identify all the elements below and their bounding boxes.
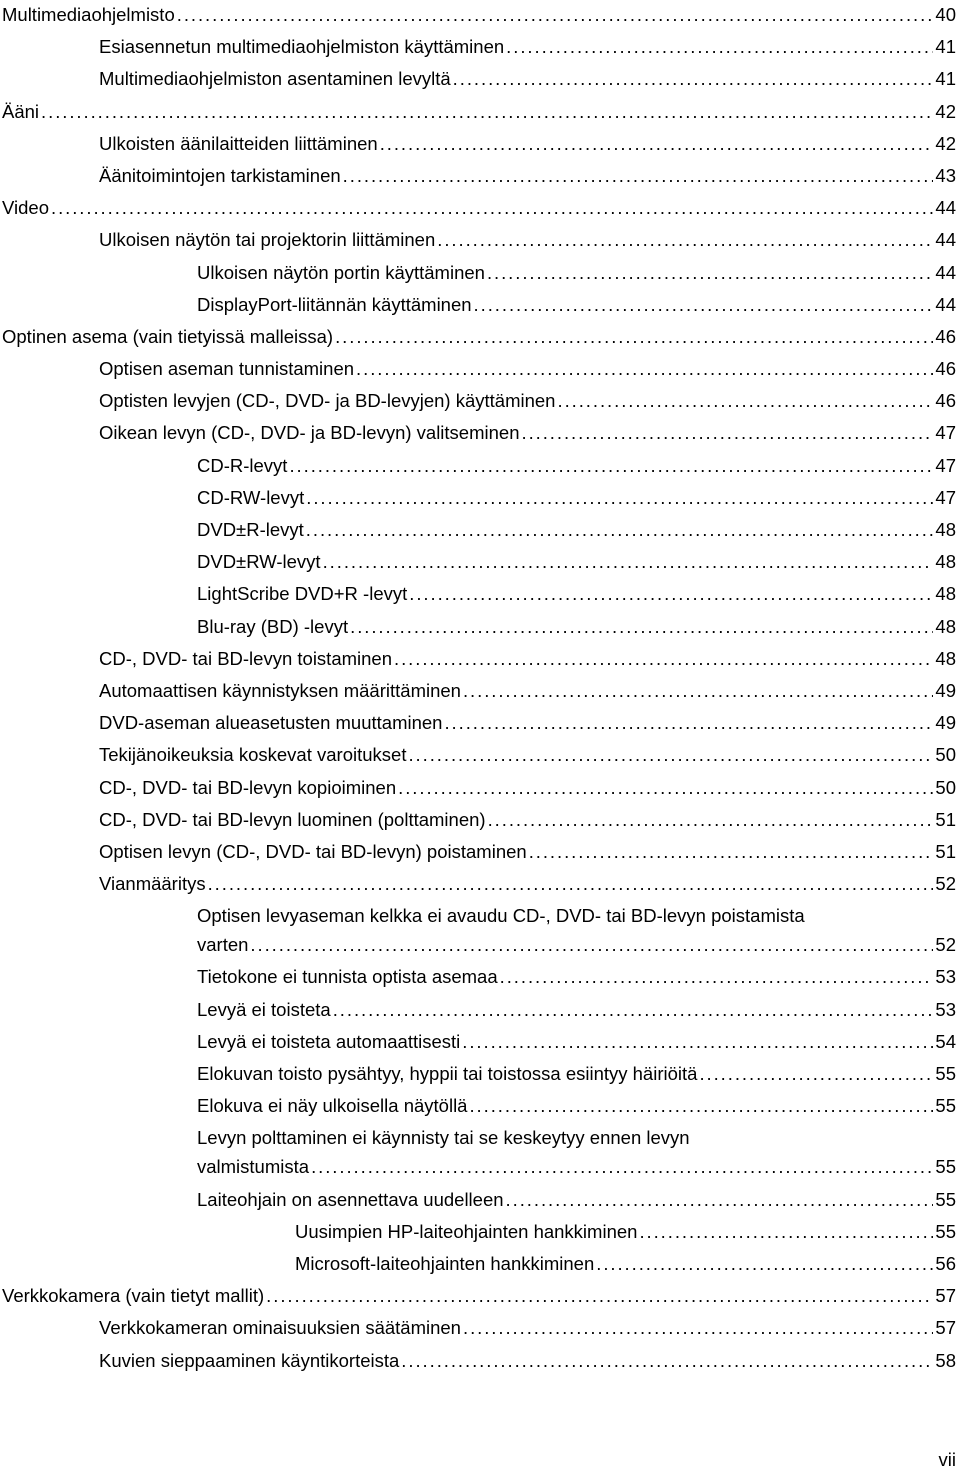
- dot-leader: [409, 579, 933, 608]
- toc-entry[interactable]: [0, 708, 960, 737]
- dot-leader: [289, 451, 933, 480]
- dot-leader: [208, 869, 934, 898]
- toc-entry-page: 49: [935, 679, 956, 701]
- toc-entry-page: 47: [935, 422, 956, 444]
- toc-entry-page: 51: [935, 808, 956, 830]
- toc-entry-page: 47: [935, 454, 956, 476]
- toc-entry-page: 57: [935, 1285, 956, 1307]
- toc-entry-row: [99, 161, 956, 190]
- toc-entry[interactable]: [0, 869, 960, 898]
- toc-entry-title: Uusimpien HP-laiteohjainten hankkiminen: [295, 1220, 638, 1242]
- toc-entry-title: Video: [2, 197, 49, 219]
- dot-leader: [521, 418, 933, 447]
- toc-entry-page: 42: [935, 100, 956, 122]
- toc-entry[interactable]: [0, 354, 960, 383]
- toc-entry[interactable]: [0, 995, 960, 1024]
- toc-entry-title: CD-RW-levyt: [197, 486, 305, 508]
- toc-entry-page: 44: [935, 197, 956, 219]
- toc-entry[interactable]: [0, 129, 960, 158]
- toc-entry-row: [197, 1152, 956, 1181]
- toc-entry-title: Äänitoimintojen tarkistaminen: [99, 164, 341, 186]
- toc-entry[interactable]: [0, 290, 960, 319]
- toc-entry-title: DVD±RW-levyt: [197, 551, 321, 573]
- toc-entry-row: [197, 995, 956, 1024]
- dot-leader: [323, 547, 934, 576]
- toc-entry-title: Levyä ei toisteta automaattisesti: [197, 1030, 461, 1052]
- dot-leader: [639, 1217, 933, 1246]
- toc-entry-page: 48: [935, 583, 956, 605]
- toc-entry-title: Verkkokameran ominaisuuksien säätäminen: [99, 1317, 461, 1339]
- dot-leader: [463, 1313, 933, 1342]
- toc-entry-title: Multimediaohjelmisto: [2, 4, 175, 25]
- toc-entry-page: 47: [935, 486, 956, 508]
- toc-entry[interactable]: [0, 386, 960, 415]
- toc-entry-title: Ulkoisen näytön portin käyttäminen: [197, 261, 485, 283]
- toc-entry-page: 55: [935, 1188, 956, 1210]
- toc-entry-title: Microsoft-laiteohjainten hankkiminen: [295, 1252, 595, 1274]
- dot-leader: [266, 1281, 933, 1310]
- toc-entry-row: [99, 644, 956, 673]
- toc-entry-title: Multimediaohjelmiston asentaminen levyltä: [99, 68, 451, 90]
- toc-entry-page: 48: [935, 551, 956, 573]
- page-number: vii: [938, 1449, 956, 1470]
- toc-entry-title: Ulkoisen näytön tai projektorin liittäminen: [99, 229, 436, 251]
- toc-entry-row: [99, 1346, 956, 1375]
- toc-entry-title: Verkkokamera (vain tietyt mallit): [2, 1285, 265, 1307]
- dot-leader: [506, 32, 933, 61]
- toc-entry[interactable]: [0, 322, 960, 351]
- toc-entry-title: CD-R-levyt: [197, 454, 288, 476]
- toc-entry-page: 42: [935, 132, 956, 154]
- toc-entry-page: 46: [935, 325, 956, 347]
- toc-entry-page: 51: [935, 840, 956, 862]
- dot-leader: [596, 1249, 933, 1278]
- toc-entry-row: [197, 1185, 956, 1214]
- toc-entry-row: [197, 290, 956, 319]
- toc-entry-row: [2, 97, 956, 126]
- toc-entry[interactable]: [0, 805, 960, 834]
- toc-entry-row: [197, 1027, 956, 1056]
- toc-entry[interactable]: [0, 64, 960, 93]
- dot-leader: [699, 1059, 933, 1088]
- toc-entry-row: [295, 1249, 956, 1278]
- dot-leader: [506, 1185, 934, 1214]
- toc-entry[interactable]: [0, 97, 960, 126]
- toc-entry-page: 56: [935, 1252, 956, 1274]
- toc-entry-page: 53: [935, 998, 956, 1020]
- toc-entry[interactable]: [0, 483, 960, 512]
- toc-entry-row: [295, 1217, 956, 1246]
- toc-entry-row: [197, 483, 956, 512]
- toc-entry-page: 54: [935, 1030, 956, 1052]
- toc-entry-row: [99, 354, 956, 383]
- toc-entry-title: Optisen aseman tunnistaminen: [99, 358, 355, 380]
- toc-entry-title: Ulkoisten äänilaitteiden liittäminen: [99, 132, 378, 154]
- toc-entry-page: 41: [935, 68, 956, 90]
- toc-entry-title: Oikean levyn (CD-, DVD- ja BD-levyn) valitseminen: [99, 422, 520, 444]
- toc-entry-page: 52: [935, 934, 956, 956]
- toc-entry-row: [99, 869, 956, 898]
- toc-entry-row: [197, 515, 956, 544]
- toc-entry-page: 49: [935, 712, 956, 734]
- toc-entry[interactable]: [0, 32, 960, 61]
- dot-leader: [453, 64, 934, 93]
- toc-entry[interactable]: [0, 418, 960, 447]
- dot-leader: [469, 1091, 933, 1120]
- toc-entry-title: varten: [197, 934, 249, 956]
- toc-entry[interactable]: [0, 962, 960, 991]
- toc-entry-page: 55: [935, 1156, 956, 1178]
- dot-leader: [380, 129, 934, 158]
- toc-entry-page: 44: [935, 261, 956, 283]
- toc-entry[interactable]: [0, 1346, 960, 1375]
- toc-entry-row: [197, 1059, 956, 1088]
- toc-entry[interactable]: [0, 258, 960, 287]
- toc-entry-title: LightScribe DVD+R -levyt: [197, 583, 408, 605]
- dot-leader: [408, 740, 933, 769]
- dot-leader: [398, 773, 933, 802]
- toc-entry-page: 48: [935, 615, 956, 637]
- toc-entry-row: [99, 708, 956, 737]
- toc-entry-row: [197, 962, 956, 991]
- toc-entry-page: 41: [935, 36, 956, 58]
- toc-entry-title: DisplayPort-liitännän käyttäminen: [197, 293, 472, 315]
- dot-leader: [41, 97, 933, 126]
- toc-entry-row: [99, 129, 956, 158]
- dot-leader: [311, 1152, 933, 1181]
- toc-entry-title: DVD±R-levyt: [197, 519, 304, 540]
- toc-entry[interactable]: [0, 1313, 960, 1342]
- toc-entry[interactable]: [0, 1217, 960, 1246]
- dot-leader: [487, 258, 933, 287]
- toc-entry-row: [99, 32, 956, 61]
- dot-leader: [463, 676, 933, 705]
- toc-entry[interactable]: [0, 1185, 960, 1214]
- toc-entry-page: 40: [935, 4, 956, 25]
- toc-entry-page: 55: [935, 1220, 956, 1242]
- toc-entry-row: [99, 418, 956, 447]
- toc-entry-page: 50: [935, 776, 956, 798]
- toc-entry-page: 48: [935, 519, 956, 540]
- toc-entry-row: [99, 773, 956, 802]
- toc-entry-title-line: Optisen levyaseman kelkka ei avaudu CD-, DVD- tai BD-levyn poistamista: [197, 905, 805, 927]
- toc-entry-title-line: Levyn polttaminen ei käynnisty tai se keskeytyy ennen levyn: [197, 1127, 690, 1149]
- dot-leader: [557, 386, 933, 415]
- toc-entry-row: [99, 64, 956, 93]
- toc-entry-row: [197, 1091, 956, 1120]
- dot-leader: [401, 1346, 933, 1375]
- toc-entry-row: [99, 837, 956, 866]
- dot-leader: [250, 930, 933, 959]
- toc-entry[interactable]: [0, 1249, 960, 1278]
- toc-entry[interactable]: [0, 1123, 960, 1181]
- toc-entry-page: 46: [935, 390, 956, 412]
- dot-leader: [343, 161, 934, 190]
- toc-entry-row: [2, 322, 956, 351]
- toc-entry[interactable]: [0, 0, 960, 29]
- toc-entry-row: [99, 1313, 956, 1342]
- toc-entry-page: 53: [935, 966, 956, 988]
- toc-entry[interactable]: [0, 676, 960, 705]
- toc-entry-title: Elokuvan toisto pysähtyy, hyppii tai toistossa esiintyy häiriöitä: [197, 1063, 698, 1084]
- toc-entry-title: Laiteohjain on asennettava uudelleen: [197, 1188, 504, 1210]
- toc-entry-row: [197, 451, 956, 480]
- dot-leader: [306, 515, 934, 544]
- toc-entry-row: [99, 225, 956, 254]
- toc-entry-title: Elokuva ei näy ulkoisella näytöllä: [197, 1095, 468, 1117]
- toc-entry-page: 44: [935, 229, 956, 251]
- dot-leader: [500, 962, 934, 991]
- toc-entry-row: [99, 740, 956, 769]
- toc-entry-title: CD-, DVD- tai BD-levyn kopioiminen: [99, 776, 397, 798]
- toc-entry-page: 44: [935, 293, 956, 315]
- dot-leader: [488, 805, 934, 834]
- dot-leader: [335, 322, 933, 351]
- toc-entry-title: valmistumista: [197, 1156, 310, 1178]
- toc-entry[interactable]: [0, 225, 960, 254]
- dot-leader: [462, 1027, 933, 1056]
- toc-entry-page: 52: [935, 873, 956, 895]
- toc-entry-page: 48: [935, 647, 956, 669]
- toc-entry[interactable]: [0, 644, 960, 673]
- toc-entry-page: 55: [935, 1095, 956, 1117]
- toc-entry[interactable]: [0, 837, 960, 866]
- toc-entry[interactable]: [0, 1027, 960, 1056]
- toc-entry-row: [99, 386, 956, 415]
- toc-entry-title: Optinen asema (vain tietyissä malleissa): [2, 325, 334, 347]
- toc-entry[interactable]: [0, 579, 960, 608]
- toc-entry[interactable]: [0, 740, 960, 769]
- toc-entry-row: [197, 612, 956, 641]
- toc-entry-row: [197, 258, 956, 287]
- toc-entry[interactable]: [0, 193, 960, 222]
- toc-entry-title: DVD-aseman alueasetusten muuttaminen: [99, 712, 443, 734]
- toc-entry-title: Optisten levyjen (CD-, DVD- ja BD-levyjen) käyttäminen: [99, 390, 556, 412]
- toc-entry[interactable]: [0, 773, 960, 802]
- toc-entry-title: Esiasennetun multimediaohjelmiston käyttäminen: [99, 36, 505, 58]
- dot-leader: [394, 644, 933, 673]
- toc-entry-page: 57: [935, 1317, 956, 1339]
- toc-entry-page: 50: [935, 744, 956, 766]
- toc-entry-title: Levyä ei toisteta: [197, 998, 331, 1020]
- toc-entry[interactable]: [0, 161, 960, 190]
- dot-leader: [356, 354, 933, 383]
- toc-entry-title: Optisen levyn (CD-, DVD- tai BD-levyn) poistaminen: [99, 840, 527, 862]
- toc-entry[interactable]: [0, 612, 960, 641]
- toc-entry-page: 43: [935, 164, 956, 186]
- toc-entry-title: Blu-ray (BD) -levyt: [197, 615, 349, 637]
- toc-entry[interactable]: [0, 451, 960, 480]
- dot-leader: [444, 708, 933, 737]
- dot-leader: [333, 995, 934, 1024]
- toc-entry-title: Ääni: [2, 100, 40, 122]
- toc-entry-row: [2, 1281, 956, 1310]
- toc-entry-row: [99, 676, 956, 705]
- toc-entry-title: Automaattisen käynnistyksen määrittäminen: [99, 679, 461, 701]
- toc-entry-title: CD-, DVD- tai BD-levyn toistaminen: [99, 647, 392, 669]
- toc-entry[interactable]: [0, 1091, 960, 1120]
- toc-entry-title: Tekijänoikeuksia koskevat varoitukset: [99, 744, 407, 766]
- toc-entry-row: [2, 0, 956, 29]
- toc-entry-page: 46: [935, 358, 956, 380]
- toc-entry[interactable]: [0, 515, 960, 544]
- dot-leader: [437, 225, 933, 254]
- dot-leader: [306, 483, 933, 512]
- toc-entry-row: [2, 193, 956, 222]
- toc-entry-row: [99, 805, 956, 834]
- dot-leader: [529, 837, 934, 866]
- toc-entry[interactable]: [0, 1281, 960, 1310]
- toc-entry[interactable]: [0, 901, 960, 959]
- toc-entry-title: CD-, DVD- tai BD-levyn luominen (polttaminen): [99, 808, 486, 830]
- toc-entry-page: 55: [935, 1063, 956, 1084]
- toc-entry-row: [197, 579, 956, 608]
- toc-entry-row: [197, 930, 956, 959]
- toc-entry-title: Vianmääritys: [99, 873, 206, 895]
- dot-leader: [51, 193, 933, 222]
- toc-entry-title: Tietokone ei tunnista optista asemaa: [197, 966, 498, 988]
- toc-entry-row: [197, 547, 956, 576]
- toc-entry-page: 58: [935, 1349, 956, 1371]
- dot-leader: [350, 612, 933, 641]
- dot-leader: [177, 0, 934, 29]
- toc-entry-title: Kuvien sieppaaminen käyntikorteista: [99, 1349, 400, 1371]
- toc-entry[interactable]: [0, 1059, 960, 1088]
- dot-leader: [474, 290, 934, 319]
- toc-entry[interactable]: [0, 547, 960, 576]
